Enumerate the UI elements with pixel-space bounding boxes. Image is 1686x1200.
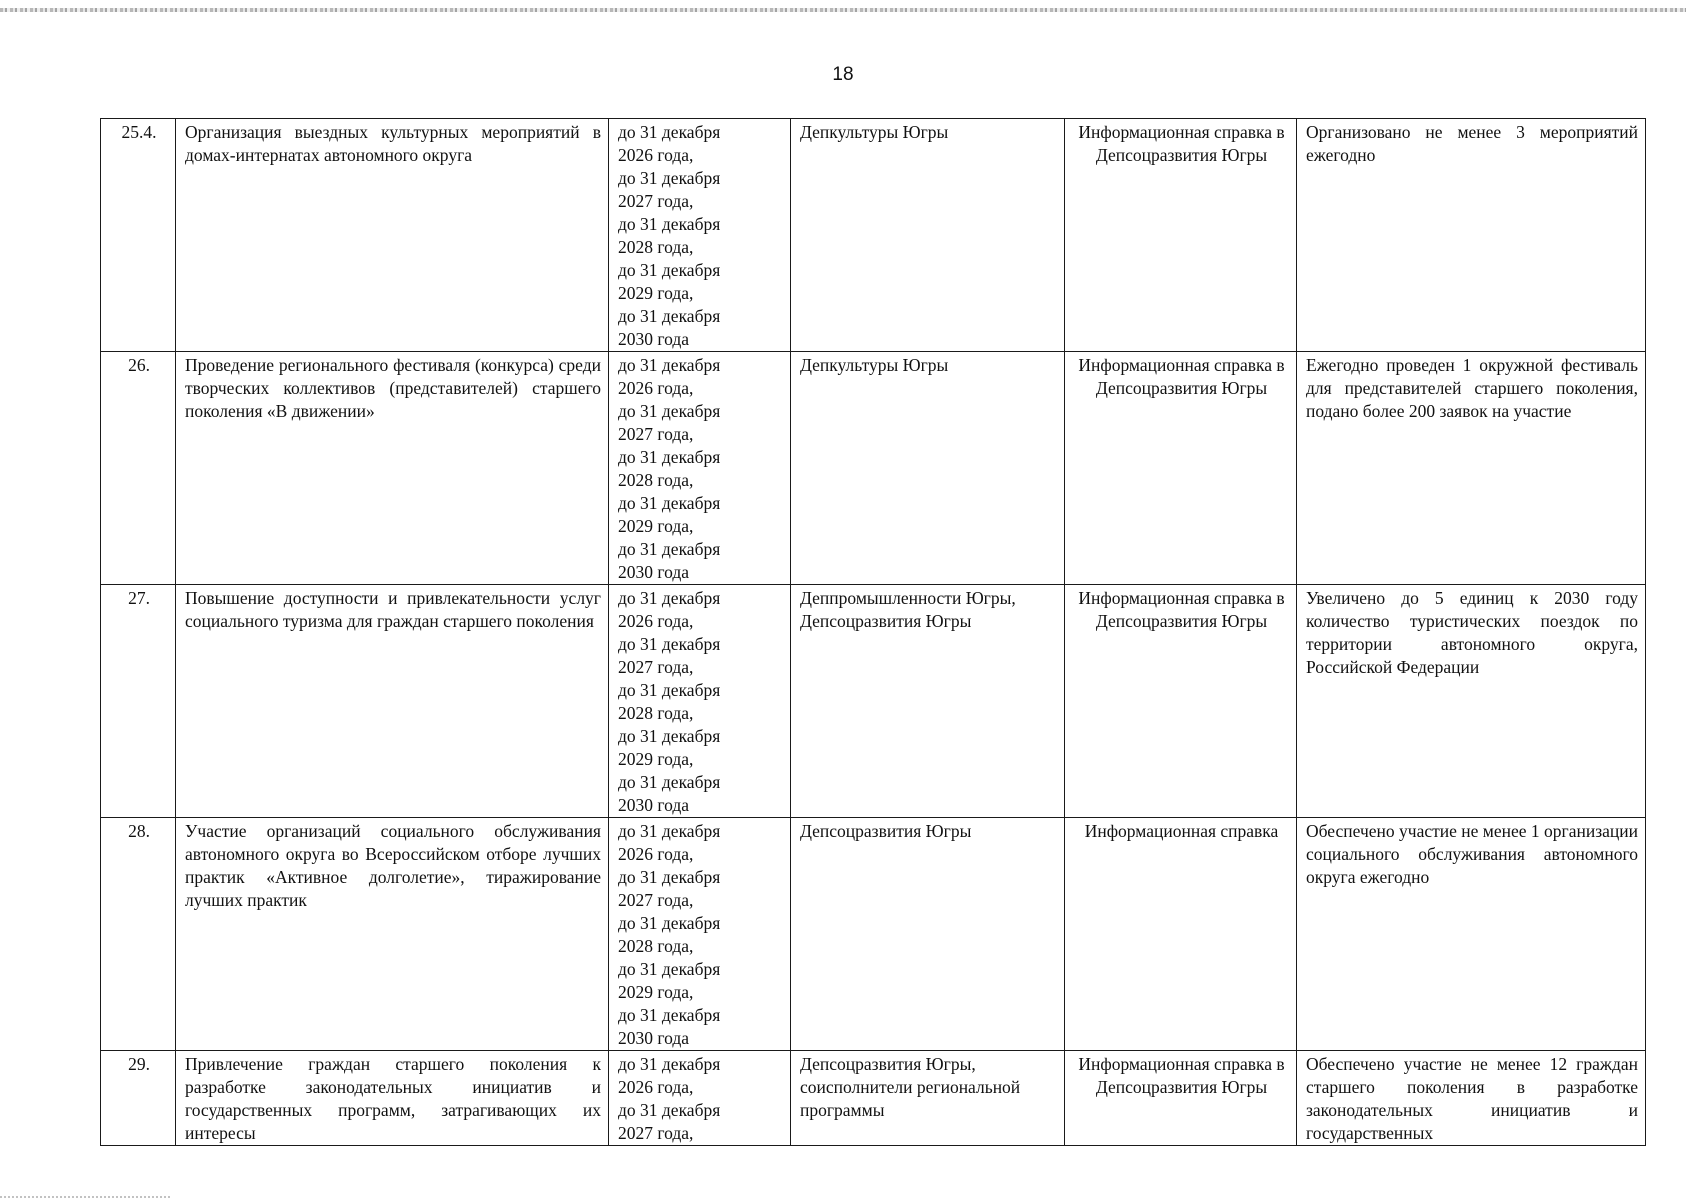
- deadline-line: до 31 декабря: [618, 214, 721, 234]
- report-form-cell: Информационная справка в Депсоцразвития Югры: [1065, 119, 1297, 352]
- activity-title: Участие организаций социального обслуживания автономного округа во Всероссийском отборе лучших практик «Активное долголетие», тиражирование лучших практик: [176, 818, 609, 1051]
- deadline-line: 2028 года,: [618, 936, 694, 956]
- deadline-line: 2027 года,: [618, 1123, 694, 1143]
- deadline-line: до 31 декабря: [618, 447, 721, 467]
- deadline-line: до 31 декабря: [618, 726, 721, 746]
- expected-result-cell: Ежегодно проведен 1 окружной фестиваль для представителей старшего поколения, подано более 200 заявок на участие: [1297, 352, 1646, 585]
- report-form-cell: Информационная справка в Депсоцразвития Югры: [1065, 585, 1297, 818]
- executor-cell: Депсоцразвития Югры, соисполнители региональной программы: [791, 1051, 1065, 1146]
- row-number: 25.4.: [101, 119, 176, 352]
- deadline-line: 2026 года,: [618, 844, 694, 864]
- page-number: 18: [832, 64, 854, 85]
- table-row: [101, 1051, 1646, 1146]
- deadline-line: до 31 декабря: [618, 821, 721, 841]
- deadline-line: до 31 декабря: [618, 1005, 721, 1025]
- deadline-line: 2026 года,: [618, 378, 694, 398]
- deadline-line: 2027 года,: [618, 424, 694, 444]
- expected-result-cell: Организовано не менее 3 мероприятий ежегодно: [1297, 119, 1646, 352]
- activity-title: Проведение регионального фестиваля (конкурса) среди творческих коллективов (представителей) старшего поколения «В движении»: [176, 352, 609, 585]
- deadline-line: до 31 декабря: [618, 1100, 721, 1120]
- table-row: [101, 352, 1646, 585]
- deadline-line: 2029 года,: [618, 982, 694, 1002]
- deadline-line: 2030 года: [618, 795, 690, 815]
- deadline-line: 2029 года,: [618, 749, 694, 769]
- deadline-line: до 31 декабря: [618, 493, 721, 513]
- executor-cell: Деппромышленности Югры, Депсоцразвития Югры: [791, 585, 1065, 818]
- activity-title: Организация выездных культурных мероприятий в домах-интернатах автономного округа: [176, 119, 609, 352]
- deadline-cell: [609, 119, 791, 352]
- expected-result-cell: Увеличено до 5 единиц к 2030 году количество туристических поездок по территории автономного округа, Российской Федерации: [1297, 585, 1646, 818]
- scan-edge-top: [0, 8, 1686, 12]
- deadline-line: 2029 года,: [618, 516, 694, 536]
- deadline-line: до 31 декабря: [618, 913, 721, 933]
- deadline-line: 2027 года,: [618, 191, 694, 211]
- deadline-line: 2030 года: [618, 1028, 690, 1048]
- deadline-line: 2028 года,: [618, 237, 694, 257]
- report-form-cell: Информационная справка: [1065, 818, 1297, 1051]
- deadline-line: до 31 декабря: [618, 634, 721, 654]
- deadline-line: до 31 декабря: [618, 867, 721, 887]
- row-number: 27.: [101, 585, 176, 818]
- deadline-line: 2028 года,: [618, 470, 694, 490]
- executor-cell: Депкультуры Югры: [791, 352, 1065, 585]
- row-number: 29.: [101, 1051, 176, 1146]
- deadline-line: 2026 года,: [618, 1077, 694, 1097]
- deadline-line: 2026 года,: [618, 145, 694, 165]
- executor-cell: Депсоцразвития Югры: [791, 818, 1065, 1051]
- row-number: 28.: [101, 818, 176, 1051]
- deadline-line: до 31 декабря: [618, 772, 721, 792]
- deadline-cell: [609, 1051, 791, 1146]
- activity-title: Повышение доступности и привлекательности услуг социального туризма для граждан старшего поколения: [176, 585, 609, 818]
- deadline-cell: [609, 818, 791, 1051]
- deadline-line: до 31 декабря: [618, 260, 721, 280]
- table-row: [101, 119, 1646, 352]
- table-row: [101, 585, 1646, 818]
- deadline-line: 2029 года,: [618, 283, 694, 303]
- report-form-cell: Информационная справка в Депсоцразвития Югры: [1065, 352, 1297, 585]
- scan-edge-bottom: [0, 1196, 170, 1198]
- report-form-cell: Информационная справка в Депсоцразвития Югры: [1065, 1051, 1297, 1146]
- deadline-line: до 31 декабря: [618, 122, 721, 142]
- deadline-line: 2028 года,: [618, 703, 694, 723]
- deadline-line: до 31 декабря: [618, 959, 721, 979]
- deadline-line: до 31 декабря: [618, 401, 721, 421]
- deadline-line: до 31 декабря: [618, 588, 721, 608]
- deadline-line: до 31 декабря: [618, 1054, 721, 1074]
- deadline-line: 2030 года: [618, 562, 690, 582]
- executor-cell: Депкультуры Югры: [791, 119, 1065, 352]
- deadline-line: до 31 декабря: [618, 355, 721, 375]
- row-number: 26.: [101, 352, 176, 585]
- expected-result-cell: Обеспечено участие не менее 1 организации социального обслуживания автономного округа ежегодно: [1297, 818, 1646, 1051]
- deadline-line: до 31 декабря: [618, 168, 721, 188]
- deadline-line: 2026 года,: [618, 611, 694, 631]
- deadline-cell: [609, 585, 791, 818]
- deadline-line: до 31 декабря: [618, 306, 721, 326]
- deadline-line: до 31 декабря: [618, 680, 721, 700]
- activity-title: Привлечение граждан старшего поколения к разработке законодательных инициатив и государственных программ, затрагивающих их интересы: [176, 1051, 609, 1146]
- expected-result-cell: Обеспечено участие не менее 12 граждан старшего поколения в разработке законодательных инициатив и государственных: [1297, 1051, 1646, 1146]
- deadline-line: 2027 года,: [618, 890, 694, 910]
- deadline-line: 2030 года: [618, 329, 690, 349]
- activity-plan-table: [100, 118, 1646, 1146]
- table-row: [101, 818, 1646, 1051]
- deadline-line: до 31 декабря: [618, 539, 721, 559]
- deadline-cell: [609, 352, 791, 585]
- deadline-line: 2027 года,: [618, 657, 694, 677]
